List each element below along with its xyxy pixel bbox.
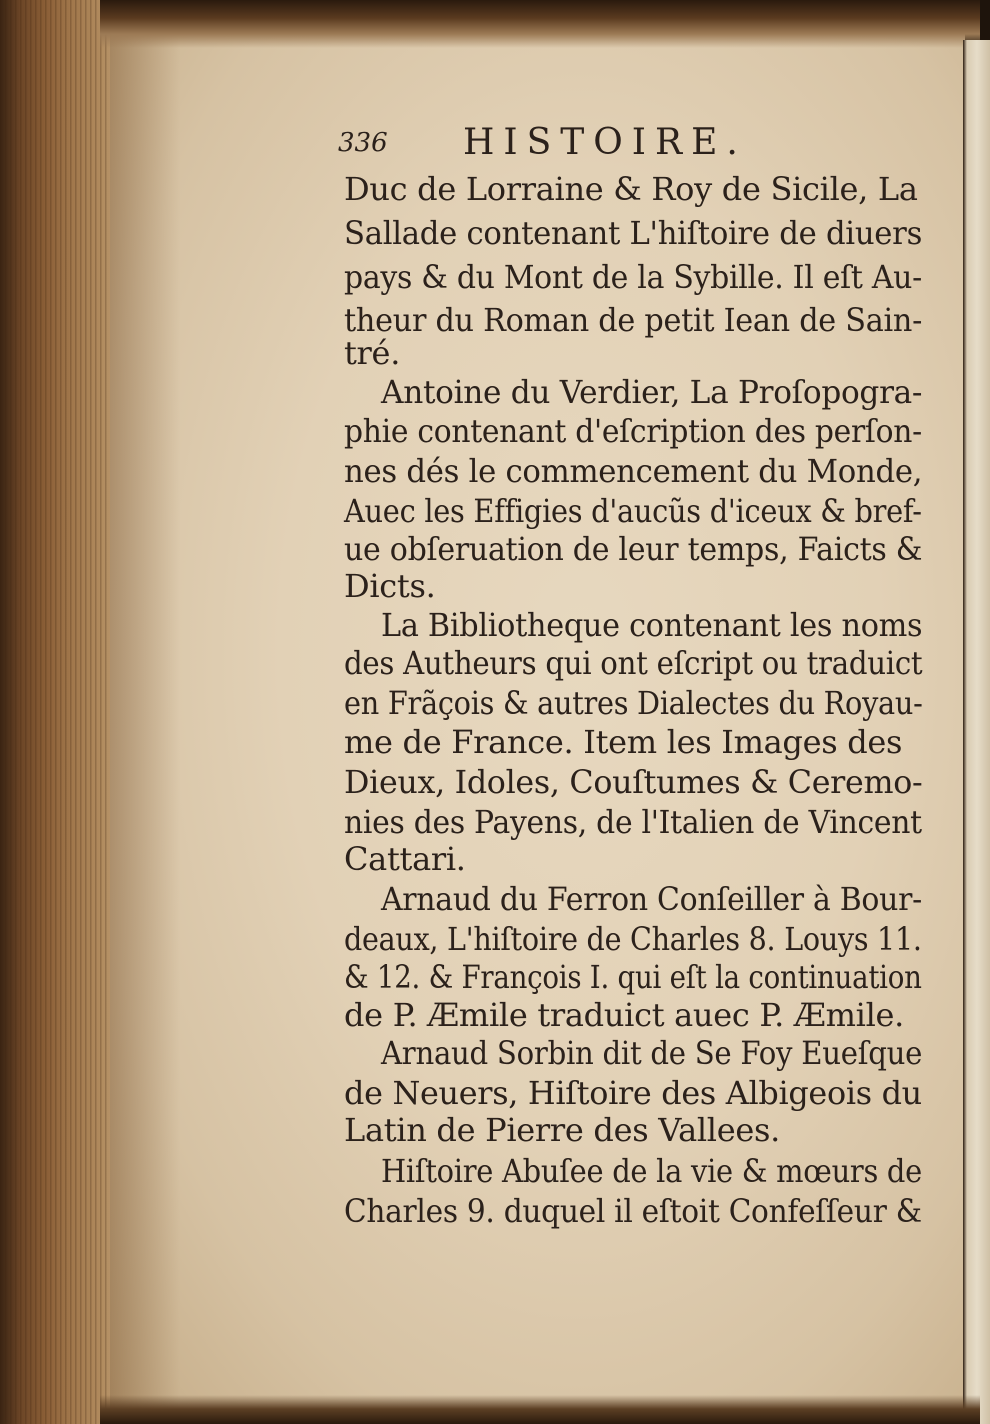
text-line: pays & du Mont de la Sybille. Il eſt Au- xyxy=(344,258,922,296)
text-line: de Neuers, Hiſtoire des Albigeois du xyxy=(344,1074,922,1112)
text-line: Cattari. xyxy=(344,840,466,878)
running-title: HISTOIRE. xyxy=(463,122,747,163)
text-line: nies des Payens, de l'Italien de Vincent xyxy=(344,803,922,841)
text-line: Sallade contenant L'hiſtoire de diuers xyxy=(344,214,923,252)
facing-page-edge xyxy=(963,40,990,1424)
text-line: de P. Æmile traduict auec P. Æmile. xyxy=(344,996,905,1034)
text-line: Antoine du Verdier, La Proſopogra- xyxy=(381,373,923,411)
text-line: Dieux, Idoles, Couſtumes & Ceremo- xyxy=(344,763,923,801)
text-line: Arnaud du Ferron Conſeiller à Bour- xyxy=(381,880,922,918)
bottom-page-edge xyxy=(100,1395,980,1424)
text-line: Arnaud Sorbin dit de Se Foy Eueſque xyxy=(381,1034,923,1072)
text-line: ue obſeruation de leur temps, Faicts & xyxy=(344,530,923,568)
text-line: Charles 9. duquel il eſtoit Confeſſeur & xyxy=(344,1192,922,1230)
text-line: Dicts. xyxy=(344,567,436,605)
text-line: deaux, L'hiſtoire de Charles 8. Louys 11. xyxy=(344,920,922,958)
text-line: des Autheurs qui ont eſcript ou traduict xyxy=(344,644,923,682)
text-line: Latin de Pierre des Vallees. xyxy=(344,1111,781,1149)
text-line: tré. xyxy=(344,334,401,372)
text-line: & 12. & François I. qui eſt la continuation xyxy=(344,958,922,996)
text-line: Duc de Lorraine & Roy de Sicile, La xyxy=(344,170,918,208)
top-page-edge xyxy=(100,0,980,48)
page-number: 336 xyxy=(338,128,388,158)
text-line: Auec les Effigies d'aucũs d'iceux & bref- xyxy=(344,492,922,530)
text-line: phie contenant d'eſcription des perſon- xyxy=(344,412,922,450)
text-line: en Frãçois & autres Dialectes du Royau- xyxy=(344,684,923,722)
text-line: Hiſtoire Abuſee de la vie & mœurs de xyxy=(381,1152,922,1190)
text-line: theur du Roman de petit Iean de Sain- xyxy=(344,301,923,339)
text-line: La Bibliotheque contenant les noms xyxy=(381,606,923,644)
text-line: nes dés le commencement du Monde, xyxy=(344,452,923,490)
text-line: me de France. Item les Images des xyxy=(344,723,903,761)
